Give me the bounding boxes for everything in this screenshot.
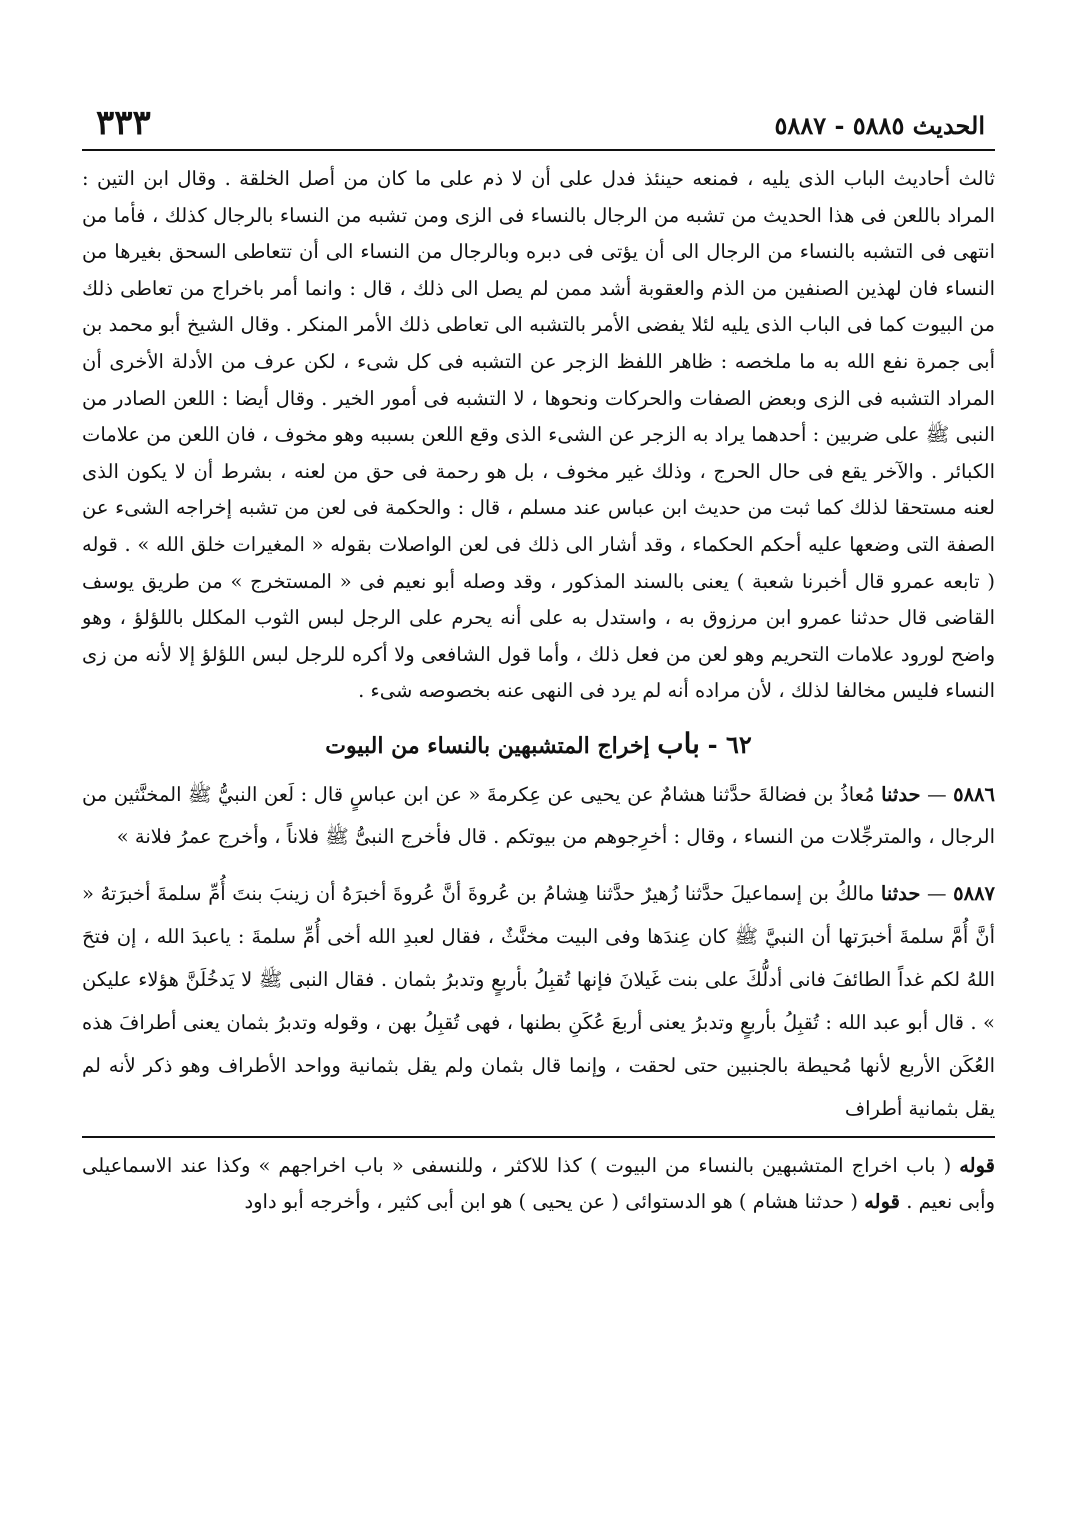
hadith-text: مالكُ بن إسماعيلَ حدَّثنا زُهيرٌ حدَّثنا هِشامُ بن عُروةَ أنَّ عُروةَ أخبرَهُ أن زينبَ بنتَ أُمِّ سلمةَ أخبرَتهُ « أنَّ أُمَّ سلمةَ أخبرَتها أن النبيَّ ﷺ كان عِندَها وفى البيت مخنَّثٌ ، فقال لعبدِ الله أخى أُمِّ سلمةَ : ياعبدَ الله ، إن فتحَ اللهُ لكم غداً الطائفَ فانى أدلُّكَ على بنت غَيلانَ فإنها تُقبِلُ بأربعٍ وتدبرُ بثمان . فقال النبى ﷺ لا يَدخُلَنَّ هؤلاء عليكن » . قال أبو عبد الله : تُقبِلُ بأربعٍ وتدبرُ يعنى أربعَ عُكَنِ بطنها ، فهى تُقبِلُ بهن ، وقوله وتدبرُ بثمان يعنى أطرافَ هذه العُكَن الأربع لأنها مُحيطة بالجنبين حتى لحقت ، وإنما قال بثمان ولم يقل بثمانية وواحد الأطراف وهو ذكر لأنه لم يقل بثمانية أطراف: [82, 881, 995, 1120]
chapter-bab-word: باب: [657, 726, 700, 760]
hadith-number: ٥٨٨٦: [953, 782, 996, 806]
hadith-number: ٥٨٨٧: [953, 881, 996, 905]
chapter-heading: [82, 728, 995, 762]
chapter-number: ٦٢ -: [707, 729, 752, 759]
header-hadith-range: الحديث ٥٨٨٥ - ٥٨٨٧: [774, 111, 985, 140]
page-number: ٣٣٣: [96, 103, 151, 143]
page-header: [82, 105, 995, 151]
hadith-5886: ٥٨٨٦ — حدثنا مُعاذُ بن فضالةَ حدَّثنا هشامٌ عن يحيى عن عِكرمةَ « عن ابن عباسٍ قال : لَعن النبيُّ ﷺ المخنَّثين من الرجال ، والمترجِّلات من النساء ، وقال : أخرِجوهم من بيوتكم . قال فأخرج النبىُّ ﷺ فلاناً ، وأخرج عمرُ فلانة »: [82, 782, 996, 848]
hadith-text: مُعاذُ بن فضالةَ حدَّثنا هشامٌ عن يحيى عن عِكرمةَ « عن ابن عباسٍ قال : لَعن النبيُّ ﷺ المخنَّثين من الرجال ، والمترجِّلات من النساء ، وقال : أخرِجوهم من بيوتكم . قال فأخرج النبىُّ ﷺ فلاناً ، وأخرج عمرُ فلانة »: [82, 782, 995, 848]
section-divider: [82, 1136, 995, 1138]
chapter-title: إخراج المتشبهين بالنساء من البيوت: [325, 732, 650, 759]
commentary-bottom-paragraph: [82, 1148, 995, 1220]
commentary-keyword: قوله: [959, 1153, 995, 1177]
hadith-5887: ٥٨٨٧ — حدثنا مالكُ بن إسماعيلَ حدَّثنا زُهيرٌ حدَّثنا هِشامُ بن عُروةَ أنَّ عُروةَ أخبرَهُ أن زينبَ بنتَ أُمِّ سلمةَ أخبرَتهُ « أنَّ أُمَّ سلمةَ أخبرَتها أن النبيَّ ﷺ كان عِندَها وفى البيت مخنَّثٌ ، فقال لعبدِ الله أخى أُمِّ سلمةَ : ياعبدَ الله ، إن فتحَ اللهُ لكم غداً الطائفَ فانى أدلُّكَ على بنت غَيلانَ فإنها تُقبِلُ بأربعٍ وتدبرُ بثمان . فقال النبى ﷺ لا يَدخُلَنَّ هؤلاء عليكن » . قال أبو عبد الله : تُقبِلُ بأربعٍ وتدبرُ يعنى أربعَ عُكَنِ بطنها ، فهى تُقبِلُ بهن ، وقوله وتدبرُ بثمان يعنى أطرافَ هذه العُكَن الأربع لأنها مُحيطة بالجنبين حتى لحقت ، وإنما قال بثمان ولم يقل بثمانية وواحد الأطراف وهو ذكر لأنه لم يقل بثمانية أطراف: [82, 881, 996, 1120]
hadith-opener: حدثنا: [880, 881, 921, 905]
commentary-keyword: قوله: [864, 1189, 900, 1213]
commentary-top-paragraph: ثالث أحاديث الباب الذى يليه ، فمنعه حينئذ فدل على أن لا ذم على ما كان من أصل الخلقة . وقال ابن التين : المراد باللعن فى هذا الحديث من تشبه من الرجال بالنساء فى الزى ومن تشبه من النساء بالرجال كذلك ، فأما من انتهى فى التشبه بالنساء من الرجال الى أن يؤتى فى دبره وبالرجال من النساء الى أن تتعاطى السحق بغيرها من النساء فان لهذين الصنفين من الذم والعقوبة أشد ممن لم يصل الى ذلك ، قال : وانما أمر باخراج من تعاطى ذلك من البيوت كما فى الباب الذى يليه لئلا يفضى الأمر بالتشبه الى تعاطى ذلك الأمر المنكر . وقال الشيخ أبو محمد بن أبى جمرة نفع الله به ما ملخصه : ظاهر اللفظ الزجر عن التشبه فى كل شىء ، لكن عرف من الأدلة الأخرى أن المراد التشبه فى الزى وبعض الصفات والحركات ونحوها ، لا التشبه فى أمور الخير . وقال أيضا : اللعن الصادر من النبى ﷺ على ضربين : أحدهما يراد به الزجر عن الشىء الذى وقع اللعن بسببه وهو مخوف ، فان اللعن من علامات الكبائر . والآخر يقع فى حال الحرج ، وذلك غير مخوف ، بل هو رحمة فى حق من لعنه ، بشرط أن لا يكون الذى لعنه مستحقا لذلك كما ثبت من حديث ابن عباس عند مسلم ، قال : والحكمة فى لعن من تشبه إخراجه الشىء عن الصفة التى وضعها عليه أحكم الحكماء ، وقد أشار الى ذلك فى لعن الواصلات بقوله « المغيرات خلق الله » . قوله ( تابعه عمرو قال أخبرنا شعبة ) يعنى بالسند المذكور ، وقد وصله أبو نعيم فى « المستخرج » من طريق يوسف القاضى قال حدثنا عمرو ابن مرزوق به ، واستدل به على أنه يحرم على الرجل لبس الثوب المكلل باللؤلؤ ، وهو واضح لورود علامات التحريم وهو لعن من فعل ذلك ، وأما قول الشافعى ولا أكره للرجل لبس اللؤلؤ إلا لأنه من زى النساء فليس مخالفا لذلك ، لأن مراده أنه لم يرد فى النهى عنه بخصوصه شىء .: [82, 167, 995, 703]
commentary-text: ( باب اخراج المتشبهين بالنساء من البيوت ) كذا للاكثر ، وللنسفى « باب اخراجهم » وكذا عند الاسماعيلى وأبى نعيم .: [82, 1153, 995, 1213]
commentary-text: ( حدثنا هشام ) هو الدستوائى ( عن يحيى ) هو ابن أبى كثير ، وأخرجه أبو داود: [244, 1189, 858, 1213]
hadith-opener: حدثنا: [881, 782, 921, 806]
